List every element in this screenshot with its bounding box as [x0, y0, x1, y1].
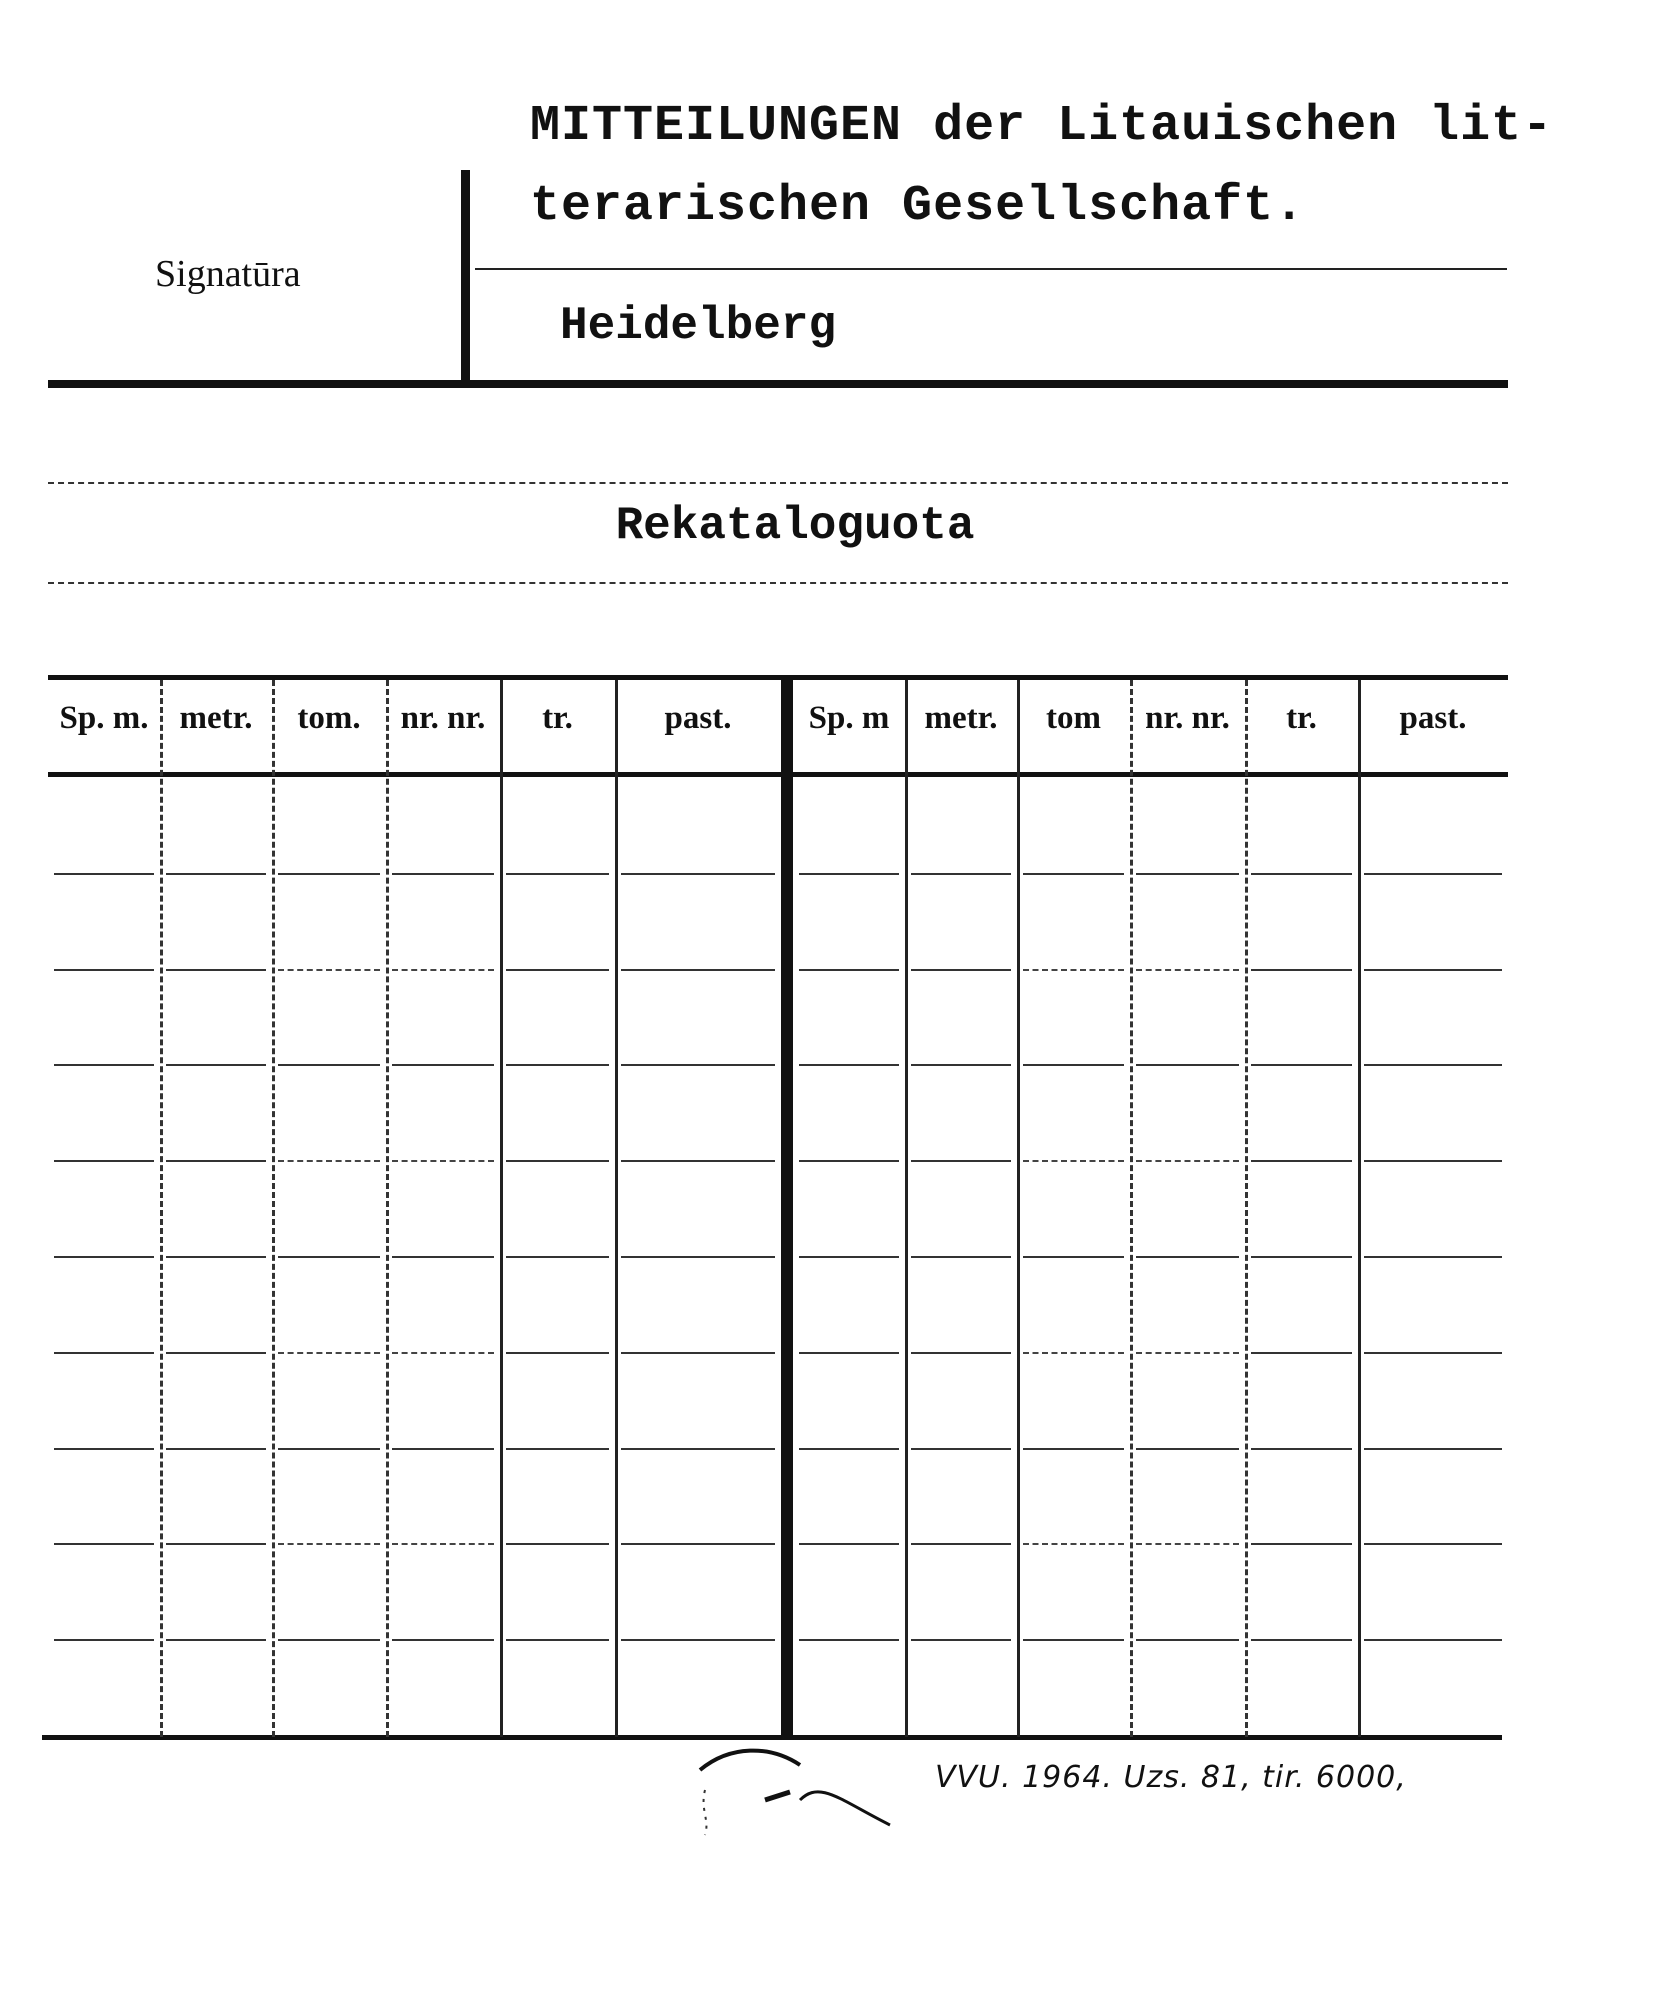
row-line — [506, 1064, 609, 1066]
row-line — [1251, 1448, 1352, 1450]
row-line — [392, 1543, 494, 1545]
row-line — [166, 1352, 266, 1354]
column-line — [615, 680, 618, 1737]
row-line — [1364, 1543, 1502, 1545]
signatura-label: Signatūra — [155, 253, 301, 295]
column-line — [272, 680, 275, 1737]
row-line — [1364, 1256, 1502, 1258]
row-line — [911, 1064, 1011, 1066]
row-line — [278, 1543, 380, 1545]
row-line — [392, 1639, 494, 1641]
row-line — [1251, 1543, 1352, 1545]
row-line — [911, 1256, 1011, 1258]
row-line — [911, 1160, 1011, 1162]
row-line — [1364, 1448, 1502, 1450]
column-header-right: Sp. m — [808, 700, 890, 736]
column-line — [1130, 680, 1133, 1737]
column-line — [905, 680, 908, 1737]
row-line — [166, 1448, 266, 1450]
row-line — [54, 969, 154, 971]
row-line — [799, 873, 899, 875]
row-line — [166, 1543, 266, 1545]
row-line — [1023, 1256, 1124, 1258]
row-line — [278, 1448, 380, 1450]
row-line — [278, 1064, 380, 1066]
title-divider — [475, 268, 1507, 270]
row-line — [166, 969, 266, 971]
row-line — [1023, 1448, 1124, 1450]
row-line — [1136, 1064, 1239, 1066]
header-vertical-rule — [461, 170, 470, 380]
row-line — [1023, 1160, 1124, 1162]
row-line — [621, 969, 775, 971]
recatalogued-label: Rekataloguota — [615, 500, 975, 552]
row-line — [1364, 1639, 1502, 1641]
column-header-left: Sp. m. — [59, 700, 149, 736]
row-line — [799, 1256, 899, 1258]
row-line — [1023, 1639, 1124, 1641]
row-line — [1364, 969, 1502, 971]
row-line — [911, 873, 1011, 875]
row-line — [278, 1256, 380, 1258]
row-line — [278, 1352, 380, 1354]
scribble-mark — [690, 1740, 930, 1870]
row-line — [506, 969, 609, 971]
row-line — [506, 1543, 609, 1545]
column-header-left: tom. — [297, 700, 361, 736]
column-header-left: metr. — [179, 700, 253, 736]
row-line — [1136, 1543, 1239, 1545]
handwritten-note: VVU. 1964. Uzs. 81, tir. 6000, — [935, 1760, 1407, 1795]
row-line — [1023, 873, 1124, 875]
row-line — [1136, 873, 1239, 875]
row-line — [54, 1448, 154, 1450]
row-line — [166, 873, 266, 875]
row-line — [392, 1352, 494, 1354]
column-header-left: past. — [664, 700, 732, 736]
column-line — [160, 680, 163, 1737]
row-line — [1251, 873, 1352, 875]
dashed-rule-bottom — [48, 582, 1508, 584]
title-line-1: MITTEILUNGEN der Litauischen lit- — [530, 98, 1554, 155]
row-line — [621, 1543, 775, 1545]
column-header-right: metr. — [924, 700, 998, 736]
row-line — [1364, 1160, 1502, 1162]
row-line — [506, 1448, 609, 1450]
row-line — [621, 1256, 775, 1258]
row-line — [799, 1064, 899, 1066]
row-line — [166, 1256, 266, 1258]
row-line — [506, 1160, 609, 1162]
row-line — [54, 1160, 154, 1162]
row-line — [621, 1639, 775, 1641]
row-line — [621, 1064, 775, 1066]
row-line — [799, 1639, 899, 1641]
table-center-divider — [781, 680, 793, 1737]
title-line-2: terarischen Gesellschaft. — [530, 178, 1306, 235]
row-line — [621, 873, 775, 875]
row-line — [506, 1639, 609, 1641]
header-bottom-rule — [48, 380, 1508, 388]
row-line — [392, 873, 494, 875]
row-line — [1136, 969, 1239, 971]
row-line — [799, 1352, 899, 1354]
column-header-left: nr. nr. — [400, 700, 486, 736]
row-line — [1364, 1352, 1502, 1354]
row-line — [799, 969, 899, 971]
column-line — [386, 680, 389, 1737]
row-line — [54, 1639, 154, 1641]
row-line — [1251, 1352, 1352, 1354]
row-line — [392, 1160, 494, 1162]
dashed-rule-top — [48, 482, 1508, 484]
row-line — [911, 1448, 1011, 1450]
row-line — [392, 1448, 494, 1450]
row-line — [54, 1064, 154, 1066]
row-line — [1023, 1064, 1124, 1066]
row-line — [911, 969, 1011, 971]
column-header-right: nr. nr. — [1145, 700, 1230, 736]
row-line — [799, 1448, 899, 1450]
row-line — [54, 1352, 154, 1354]
row-line — [506, 1352, 609, 1354]
column-line — [1017, 680, 1020, 1737]
row-line — [278, 1639, 380, 1641]
row-line — [1023, 1352, 1124, 1354]
row-line — [166, 1639, 266, 1641]
column-header-right: past. — [1399, 700, 1467, 736]
row-line — [911, 1352, 1011, 1354]
column-line — [1245, 680, 1248, 1737]
row-line — [166, 1064, 266, 1066]
publication-place: Heidelberg — [560, 300, 837, 352]
row-line — [911, 1543, 1011, 1545]
column-line — [1358, 680, 1361, 1737]
row-line — [54, 873, 154, 875]
row-line — [799, 1160, 899, 1162]
column-line — [500, 680, 503, 1737]
row-line — [278, 969, 380, 971]
row-line — [1364, 1064, 1502, 1066]
column-header-right: tom — [1046, 700, 1101, 736]
row-line — [1136, 1160, 1239, 1162]
row-line — [1251, 1160, 1352, 1162]
row-line — [392, 969, 494, 971]
row-line — [506, 873, 609, 875]
table-header-rule — [48, 772, 1508, 777]
row-line — [278, 1160, 380, 1162]
column-header-left: tr. — [542, 700, 573, 736]
row-line — [1136, 1448, 1239, 1450]
row-line — [1023, 969, 1124, 971]
row-line — [1251, 969, 1352, 971]
row-line — [621, 1352, 775, 1354]
row-line — [1023, 1543, 1124, 1545]
row-line — [1251, 1639, 1352, 1641]
row-line — [1251, 1064, 1352, 1066]
row-line — [392, 1256, 494, 1258]
row-line — [621, 1160, 775, 1162]
column-header-right: tr. — [1286, 700, 1317, 736]
row-line — [1136, 1352, 1239, 1354]
row-line — [799, 1543, 899, 1545]
row-line — [1136, 1256, 1239, 1258]
row-line — [278, 873, 380, 875]
row-line — [54, 1543, 154, 1545]
row-line — [911, 1639, 1011, 1641]
row-line — [1136, 1639, 1239, 1641]
row-line — [54, 1256, 154, 1258]
row-line — [506, 1256, 609, 1258]
row-line — [166, 1160, 266, 1162]
row-line — [392, 1064, 494, 1066]
row-line — [1364, 873, 1502, 875]
row-line — [621, 1448, 775, 1450]
table-top-rule — [48, 675, 1508, 680]
row-line — [1251, 1256, 1352, 1258]
